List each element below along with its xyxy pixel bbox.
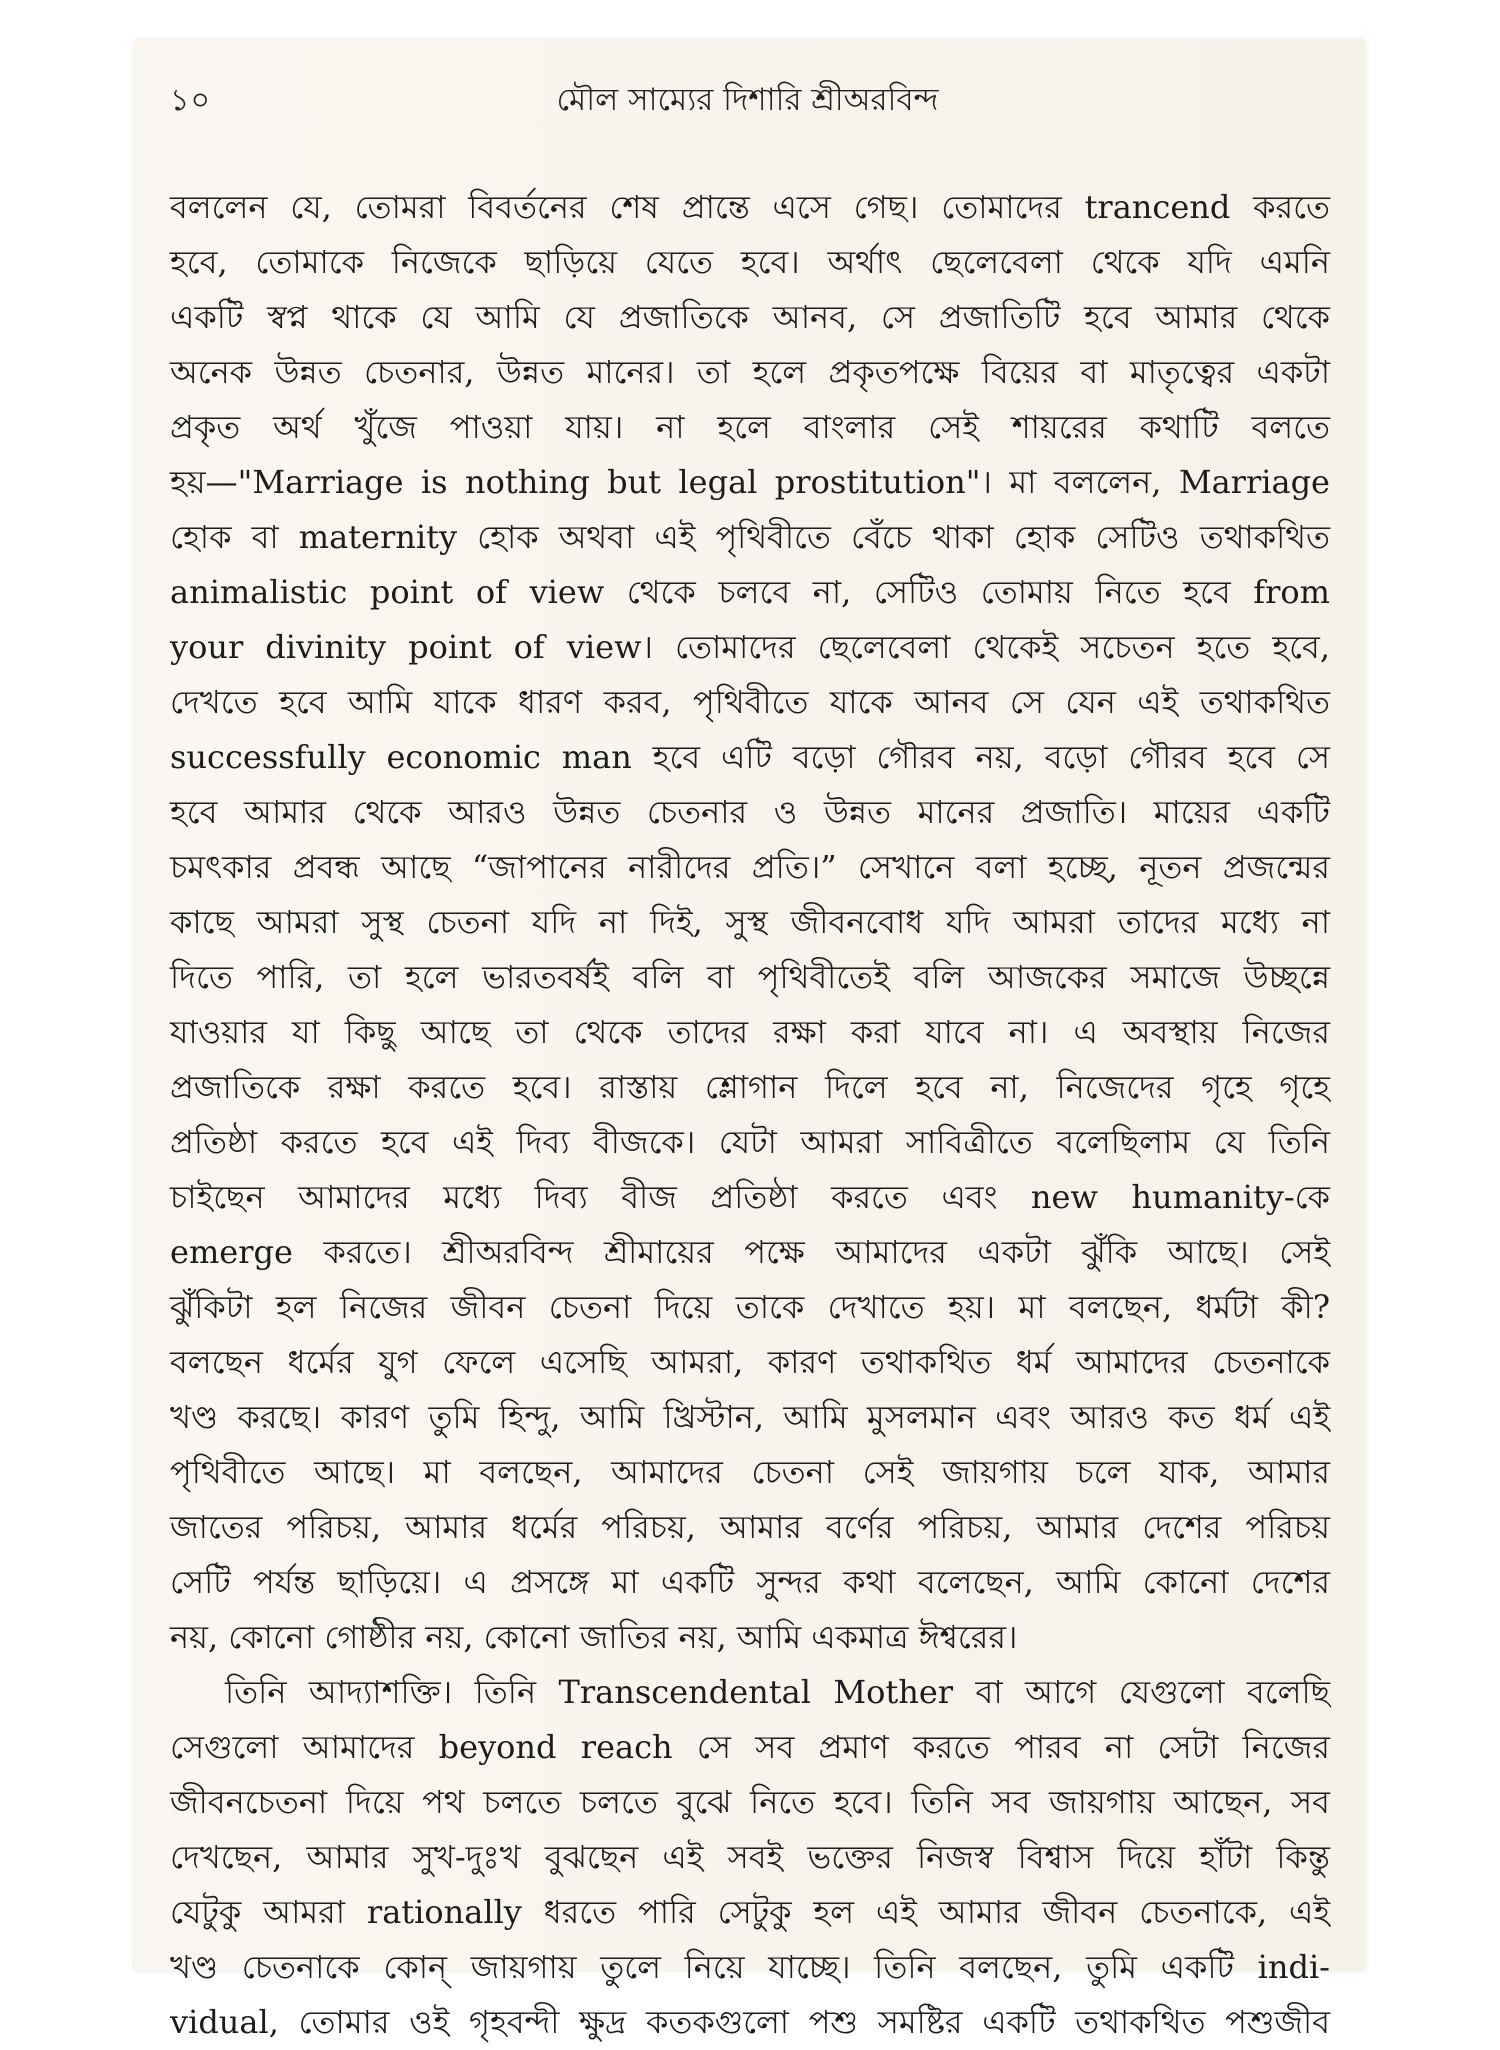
text-line: সেগুলো আমাদের beyond reach সে সব প্রমাণ করতে পারব না সেটা নিজের	[170, 1728, 1330, 1766]
text-line: animalistic point of view থেকে চলবে না, সেটিও তোমায় নিতে হবে from	[170, 573, 1330, 611]
page-header	[170, 72, 1325, 132]
text-line: দেখছেন, আমার সুখ-দুঃখ বুঝছেন এই সবই ভক্তের নিজস্ব বিশ্বাস দিয়ে হাঁটা কিন্তু	[170, 1838, 1330, 1876]
text-line: খণ্ড করছে। কারণ তুমি হিন্দু, আমি খ্রিস্টান, আমি মুসলমান এবং আরও কত ধর্ম এই	[170, 1398, 1330, 1436]
text-line: হোক বা maternity হোক অথবা এই পৃথিবীতে বেঁচে থাকা হোক সেটিও তথাকথিত	[170, 518, 1330, 556]
text-line: emerge করতে। শ্রীঅরবিন্দ শ্রীমায়ের পক্ষে আমাদের একটা ঝুঁকি আছে। সেই	[170, 1233, 1330, 1271]
text-line: দিতে পারি, তা হলে ভারতবর্ষই বলি বা পৃথিবীতেই বলি আজকের সমাজে উচ্ছন্নে	[170, 958, 1330, 996]
text-line: খণ্ড চেতনাকে কোন্ জায়গায় তুলে নিয়ে যাচ্ছে। তিনি বলছেন, তুমি একটি indi-	[170, 1948, 1330, 1986]
text-line: vidual, তোমার ওই গৃহবন্দী ক্ষুদ্র কতকগুলো পশু সমষ্টির একটি তথাকথিত পশুজীব	[170, 2003, 1330, 2041]
text-line: পৃথিবীতে আছে। মা বলছেন, আমাদের চেতনা সেই জায়গায় চলে যাক, আমার	[170, 1453, 1330, 1491]
text-line: যেটুকু আমরা rationally ধরতে পারি সেটুকু হল এই আমার জীবন চেতনাকে, এই	[170, 1893, 1330, 1931]
book-page	[135, 40, 1365, 2041]
text-line: হবে, তোমাকে নিজেকে ছাড়িয়ে যেতে হবে। অর্থাৎ ছেলেবেলা থেকে যদি এমনি	[170, 243, 1330, 281]
page-number: ১০	[170, 83, 211, 118]
text-line: সেটি পর্যন্ত ছাড়িয়ে। এ প্রসঙ্গে মা একটি সুন্দর কথা বলেছেন, আমি কোনো দেশের	[170, 1563, 1330, 1601]
body-text	[170, 180, 1330, 2050]
text-line: জাতের পরিচয়, আমার ধর্মের পরিচয়, আমার বর্ণের পরিচয়, আমার দেশের পরিচয়	[170, 1508, 1330, 1546]
text-line: প্রতিষ্ঠা করতে হবে এই দিব্য বীজকে। যেটা আমরা সাবিত্রীতে বলেছিলাম যে তিনি	[170, 1123, 1330, 1161]
paragraph-start-line: তিনি আদ্যাশক্তি। তিনি Transcendental Mother বা আগে যেগুলো বলেছি	[225, 1673, 1330, 1711]
text-line: প্রকৃত অর্থ খুঁজে পাওয়া যায়। না হলে বাংলার সেই শায়রের কথাটি বলতে	[170, 408, 1330, 446]
text-line: কাছে আমরা সুস্থ চেতনা যদি না দিই, সুস্থ জীবনবোধ যদি আমরা তাদের মধ্যে না	[170, 903, 1330, 941]
text-line: বললেন যে, তোমরা বিবর্তনের শেষ প্রান্তে এসে গেছ। তোমাদের trancend করতে	[170, 188, 1330, 226]
text-line: জীবনচেতনা দিয়ে পথ চলতে চলতে বুঝে নিতে হবে। তিনি সব জায়গায় আছেন, সব	[170, 1783, 1330, 1821]
text-line: বলছেন ধর্মের যুগ ফেলে এসেছি আমরা, কারণ তথাকথিত ধর্ম আমাদের চেতনাকে	[170, 1343, 1330, 1381]
text-line: হবে আমার থেকে আরও উন্নত চেতনার ও উন্নত মানের প্রজাতি। মায়ের একটি	[170, 793, 1330, 831]
running-title: মৌল সাম্যের দিশারি শ্রীঅরবিন্দ	[556, 82, 939, 118]
text-line: your divinity point of view। তোমাদের ছেলেবেলা থেকেই সচেতন হতে হবে,	[170, 628, 1330, 666]
text-line: একটি স্বপ্ন থাকে যে আমি যে প্রজাতিকে আনব, সে প্রজাতিটি হবে আমার থেকে	[170, 298, 1330, 336]
text-line: ঝুঁকিটা হল নিজের জীবন চেতনা দিয়ে তাকে দেখাতে হয়। মা বলছেন, ধর্মটা কী?	[170, 1288, 1330, 1326]
text-line: প্রজাতিকে রক্ষা করতে হবে। রাস্তায় শ্লোগান দিলে হবে না, নিজেদের গৃহে গৃহে	[170, 1068, 1330, 1106]
text-line: হয়—"Marriage is nothing but legal prostitution"। মা বললেন, Marriage	[170, 463, 1330, 501]
text-line: successfully economic man হবে এটি বড়ো গৌরব নয়, বড়ো গৌরব হবে সে	[170, 738, 1330, 776]
text-line: চমৎকার প্রবন্ধ আছে “জাপানের নারীদের প্রতি।” সেখানে বলা হচ্ছে, নূতন প্রজন্মের	[170, 848, 1330, 886]
text-line: যাওয়ার যা কিছু আছে তা থেকে তাদের রক্ষা করা যাবে না। এ অবস্থায় নিজের	[170, 1013, 1330, 1051]
text-line: অনেক উন্নত চেতনার, উন্নত মানের। তা হলে প্রকৃতপক্ষে বিয়ের বা মাতৃত্বের একটা	[170, 353, 1330, 391]
text-line: নয়, কোনো গোষ্ঠীর নয়, কোনো জাতির নয়, আমি একমাত্র ঈশ্বরের।	[170, 1618, 1018, 1656]
text-line: চাইছেন আমাদের মধ্যে দিব্য বীজ প্রতিষ্ঠা করতে এবং new humanity-কে	[170, 1178, 1330, 1216]
text-line: দেখতে হবে আমি যাকে ধারণ করব, পৃথিবীতে যাকে আনব সে যেন এই তথাকথিত	[170, 683, 1330, 721]
